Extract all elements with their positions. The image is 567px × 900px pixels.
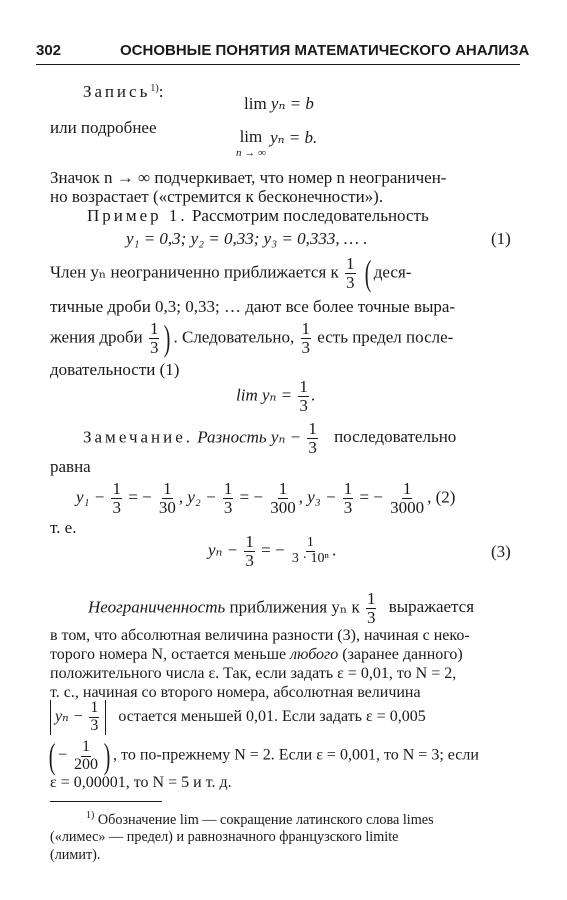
paren-line: ( − $\frac{1}{200}$ ) , то по-прежнему N = 2. Если ε = 0,001, то N = 3; если [48,736,479,776]
fraction-one-third: $\frac{1}{3}$ [223,479,233,517]
lim-subscript: n → ∞ [236,146,266,159]
neogr-rest: приближения yₙ к [225,597,360,617]
fraction-one-third: $\frac{1}{3}$ [308,419,317,457]
right-paren: ) [164,318,171,359]
page-number: 302 [36,42,62,59]
equals-minus: = − [239,487,263,507]
formula-2 [76,480,455,517]
lim-word: lim [239,127,263,146]
y1-minus: y₁ − [76,487,106,507]
last-line: ε = 0,00001, то N = 5 и т. д. [50,774,232,791]
eq-number-3: (3) [491,542,511,561]
var-yn: yₙ [270,128,285,147]
fraction-one-third: $\frac{1}{3}$ [90,699,99,734]
primer-text: Рассмотрим последовательность [187,206,429,225]
sequence-formula: y₁ = 0,3; y₂ = 0,33; y₃ = 0,333, … . [126,229,368,248]
zheniya-text: жения дроби [50,327,143,347]
ili-podrobnee: или подробнее [50,118,157,137]
primer-label: Пример 1. [87,206,188,225]
formula-lim-short [244,94,314,114]
po-prezhnemu-text: , то по-прежнему N = 2. Если ε = 0,001, то N = 3; если [113,746,479,764]
footnote-line-2: («лимес» — предел) и равнозначного французского limite [50,829,399,845]
zamech-text: Разность yₙ − [193,427,302,447]
chlen-text: Член yₙ неограниченно приближается к [50,262,339,282]
fraction-one-third: $\frac{1}{3}$ [299,377,308,415]
footnote-rule [50,801,162,802]
paragraph-znachok-1: Значок n → ∞ подчеркивает, что номер n неограничен- [50,168,447,187]
te-text: т. е. [50,518,77,537]
y3-minus: , y₃ − [298,487,337,507]
abs-value-expr: yₙ − $\frac{1}{3}$ [50,700,106,735]
zapis-colon: : [158,82,164,101]
neogr-line [88,590,474,627]
header-rule [36,64,520,65]
footnote-mark: 1) [150,83,159,94]
p3-line-2: торого номера N, остается меньше любого (заранее данного) [50,646,463,663]
fraction-one-3-10n: $\frac{1}{\text{3 · 10ⁿ}}$ [291,535,329,566]
left-paren: ( [364,253,372,294]
zheniya-line [50,320,453,357]
fraction-one-third: $\frac{1}{3}$ [149,319,159,357]
zamech-label: Замечание. [83,427,194,447]
eq-number-1: (1) [491,229,511,248]
p3-line-4: т. с., начиная со второго номера, абсолютная величина [50,684,421,701]
equals-minus: = − [261,540,285,560]
fraction-one-third: $\frac{1}{3}$ [346,254,355,292]
formula-lim-full [236,128,317,159]
footnote-line-3: (лимит). [50,847,101,863]
primer-line [87,206,429,226]
eq-b-dot: = b. [284,128,318,147]
fraction-one-third: $\frac{1}{3}$ [112,479,121,517]
var-yn: yₙ [270,94,286,113]
right-paren: ) [103,736,111,776]
tichnye-line: тичные дроби 0,3; 0,33; … дают все более точные выра- [50,297,456,316]
desya-text: деся- [373,262,412,282]
left-paren: ( [48,736,56,776]
fraction-one-200: $\frac{1}{200}$ [74,737,99,773]
zamech-line [83,420,456,457]
abs-line [50,700,426,735]
fraction-one-third: $\frac{1}{3}$ [343,479,353,517]
footnote-line-1: $^{1)}$ Обозначение lim — сокращение латинского слова limes [86,810,434,828]
est-text: есть предел после- [317,327,454,347]
yn-minus: yₙ − [208,540,239,560]
fraction-one-third: $\frac{1}{3}$ [245,532,254,570]
fraction-one-thirty: $\frac{1}{30}$ [158,479,176,517]
fraction-one-third: $\frac{1}{3}$ [366,589,376,627]
equals-minus: = − [128,487,152,507]
ravna-text: равна [50,457,91,476]
fraction-one-3000: $\frac{1}{3000}$ [390,479,425,517]
dot: . [310,385,316,405]
paragraph-znachok-2: но возрастает («стремится к бесконечности»). [50,187,384,206]
eq-number-2: , (2) [427,487,456,507]
zapis-line [83,82,163,102]
y2-minus: , y₂ − [178,487,217,507]
formula-3 [208,533,336,570]
vyrazh-text: выражается [388,597,475,617]
equals-minus: = − [359,487,383,507]
formula-lim-third [236,378,315,415]
neogr-italic: Неограниченность [88,597,226,617]
lim-eq-text: lim yₙ = [236,385,293,405]
ostaetsya-text: остается меньшей 0,01. Если задать ε = 0,005 [118,707,426,725]
fraction-one-300: $\frac{1}{300}$ [270,479,296,517]
running-title: ОСНОВНЫЕ ПОНЯТИЯ МАТЕМАТИЧЕСКОГО АНАЛИЗА [120,42,530,59]
dovat-line: довательности (1) [50,360,180,379]
eq-b: = b [285,94,314,113]
posledov-text: последовательно [334,427,457,447]
lim-word: lim [244,94,267,113]
p3-line-1: в том, что абсолютная величина разности (3), начиная с неко- [50,627,470,644]
zapis-label: Запись [83,82,151,101]
dot: . [331,540,337,560]
sledov-text: . Следовательно, [173,327,295,347]
lim-block [236,128,266,159]
chlen-line [50,255,411,292]
fraction-one-third: $\frac{1}{3}$ [301,319,310,357]
p3-line-3: положительного числа ε. Так, если задать ε = 0,01, то N = 2, [50,665,457,682]
